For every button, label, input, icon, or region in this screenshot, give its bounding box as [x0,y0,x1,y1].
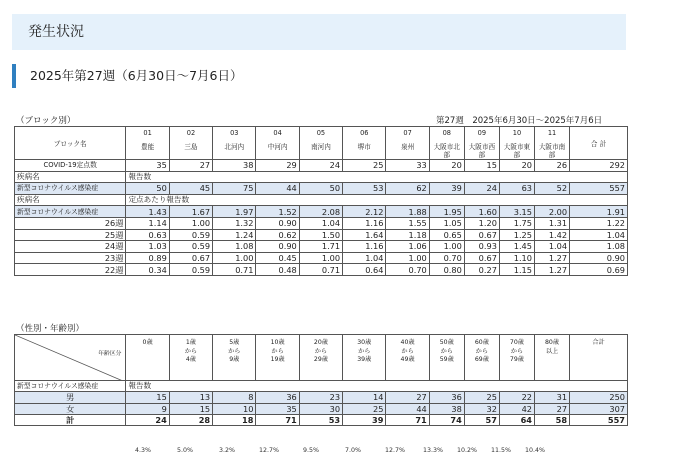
history-value: 1.50 [299,229,342,241]
age-column-header [299,335,342,381]
sentinel-value: 38 [213,160,256,172]
age-total-row [15,414,628,425]
age-value: 9 [126,403,169,414]
week-label: 25週 [15,229,126,241]
age-value: 15 [126,392,169,403]
per-sentinel-total: 1.91 [570,206,628,218]
section-title: 発生状況 [28,24,84,40]
report-count-value: 62 [386,183,429,195]
age-column-header [213,335,256,381]
age-value: 36 [429,392,464,403]
history-value: 1.31 [534,217,569,229]
age-label-line: から [510,347,524,355]
age-label-line [537,356,567,365]
history-row [15,252,628,264]
history-total: 1.04 [570,229,628,241]
age-category-label: 年齢区分 [98,351,122,357]
age-value: 30 [299,403,342,414]
report-count-value: 52 [534,183,569,195]
age-label-line: 40歳 [400,339,415,346]
report-count-value: 50 [126,183,169,195]
age-value: 64 [499,414,534,425]
report-count-header-row [15,171,628,183]
age-value: 39 [343,414,386,425]
block-column-header [213,127,256,160]
history-row [15,264,628,276]
age-value: 25 [464,392,499,403]
age-value: 22 [499,392,534,403]
history-value: 1.25 [499,229,534,241]
age-column-header [126,335,169,381]
age-column-header [386,335,429,381]
disease-label: 新型コロナウイルス感染症 [15,206,126,218]
per-sentinel-label: 定点あたり報告数 [126,194,628,206]
history-value: 1.16 [343,241,386,253]
age-label-line: から [401,347,414,355]
sentinel-label: COVID-19定点数 [15,160,126,172]
history-value: 0.80 [429,264,464,276]
sentinel-value: 15 [464,160,499,172]
history-row [15,241,628,253]
history-value: 1.45 [499,241,534,253]
history-value: 0.65 [429,229,464,241]
block-column-header [386,127,429,160]
history-value: 0.70 [386,264,429,276]
block-column-header [126,127,169,160]
age-value: 10 [213,403,256,414]
history-value: 1.04 [299,217,342,229]
age-column-header [169,335,212,381]
age-label-line: 49歳 [400,356,415,363]
age-label-line: 20歳 [313,339,328,346]
age-label-line: 69歳 [474,356,489,363]
history-value: 1.71 [299,241,342,253]
history-value: 0.90 [256,217,299,229]
age-column-header [499,335,534,381]
per-sentinel-header-row [15,194,628,206]
block-total-header: 合 計 [570,127,628,160]
report-count-value: 24 [464,183,499,195]
age-label-line: 0歳 [142,339,153,346]
history-value: 1.15 [499,264,534,276]
sex-label: 計 [15,414,126,425]
age-label-line: から [440,347,453,355]
history-value: 1.06 [386,241,429,253]
age-disease-label: 新型コロナウイルス感染症 [15,381,126,392]
history-value: 1.64 [343,229,386,241]
block-column-header [299,127,342,160]
age-percentage: 3.2% [219,447,235,454]
age-value: 74 [429,414,464,425]
age-value: 71 [256,414,299,425]
report-count-row [15,183,628,195]
block-code: 02 [186,129,196,137]
age-label-line: から [228,347,241,355]
age-label-line: 1歳 [185,339,196,346]
per-sentinel-value: 2.08 [299,206,342,218]
sentinel-value: 20 [499,160,534,172]
block-code: 09 [477,129,487,137]
block-table-period: 第27週 2025年6月30日～2025年7月6日 [436,116,603,126]
age-percentage: 13.3% [422,447,443,454]
block-code: 06 [360,129,369,137]
age-label-line: 39歳 [357,356,372,363]
age-sex-row [15,392,628,403]
age-percentage: 11.5% [490,447,511,454]
week-label: 24週 [15,241,126,253]
block-name: 南河内 [311,143,331,151]
block-name: 堺市 [357,143,371,151]
history-value: 0.59 [169,241,212,253]
sentinel-value: 27 [169,160,212,172]
per-sentinel-value: 1.67 [169,206,212,218]
disease-name-header: 疾病名 [15,171,126,183]
age-report-header-row [15,381,628,392]
age-label-line: 79歳 [509,356,524,363]
block-column-header [169,127,212,160]
history-value: 1.24 [213,229,256,241]
age-label-line: 50歳 [439,339,454,346]
block-name: 北河内 [224,143,245,151]
report-count-value: 50 [299,183,342,195]
week-label: 22週 [15,264,126,276]
age-label-line: から [475,347,489,355]
age-label-line [128,356,166,365]
block-column-header [499,127,534,160]
age-value: 32 [464,403,499,414]
age-table-caption: （性別・年齢別） [16,324,85,334]
block-column-header [534,127,569,160]
age-label-line: 以上 [545,347,559,355]
history-value: 1.03 [126,241,169,253]
sentinel-count-row [15,160,628,172]
block-column-header [429,127,464,160]
per-sentinel-value: 1.60 [464,206,499,218]
block-column-header [464,127,499,160]
per-sentinel-value: 1.95 [429,206,464,218]
history-value: 1.08 [213,241,256,253]
block-code: 08 [442,129,451,137]
history-value: 1.00 [299,252,342,264]
age-label-line: から [314,347,328,355]
history-value: 0.71 [213,264,256,276]
age-value: 28 [169,414,212,425]
history-value: 0.63 [126,229,169,241]
report-count-total: 557 [570,183,628,195]
history-value: 1.16 [343,217,386,229]
history-value: 0.45 [256,252,299,264]
block-code: 01 [143,129,152,137]
age-label-line: から [184,347,198,355]
block-code: 05 [316,129,326,137]
history-value: 0.93 [464,241,499,253]
age-percentage: 10.2% [456,447,477,454]
report-count-label: 報告数 [126,171,628,183]
block-name: 大阪市東部 [503,143,531,159]
disease-name-header: 疾病名 [15,194,126,206]
age-label-line: 5歳 [229,339,240,346]
age-value: 44 [386,403,429,414]
age-value: 42 [499,403,534,414]
week-title-text: 2025年第27週（6月30日～7月6日） [30,68,243,83]
history-value: 0.67 [169,252,212,264]
sentinel-value: 33 [386,160,429,172]
age-row-total: 250 [570,392,628,403]
week-label: 23週 [15,252,126,264]
report-count-value: 53 [343,183,386,195]
block-code: 10 [512,129,522,137]
per-sentinel-value: 2.12 [343,206,386,218]
section-header [12,14,626,50]
age-value: 31 [534,392,569,403]
age-label-line: 59歳 [439,356,454,363]
age-value: 23 [299,392,342,403]
history-value: 0.34 [126,264,169,276]
history-value: 1.00 [169,217,212,229]
age-table [14,334,628,426]
history-value: 0.27 [464,264,499,276]
week-title [12,64,612,88]
age-column-header [429,335,464,381]
per-sentinel-value: 3.15 [499,206,534,218]
per-sentinel-value: 2.00 [534,206,569,218]
per-sentinel-value: 1.43 [126,206,169,218]
age-column-header [534,335,569,381]
block-name: 豊能 [141,143,155,151]
age-sex-row [15,403,628,414]
age-label-line: 4歳 [185,356,196,363]
history-value: 1.00 [213,252,256,264]
age-percentage: 4.3% [135,447,151,454]
history-value: 0.59 [169,264,212,276]
per-sentinel-value: 1.88 [386,206,429,218]
week-label: 26週 [15,217,126,229]
per-sentinel-value: 1.97 [213,206,256,218]
age-value: 27 [386,392,429,403]
age-column-header [256,335,299,381]
block-table-caption: （ブロック別） [16,116,76,126]
block-code: 07 [403,129,412,137]
age-percentage: 12.7% [384,447,405,454]
age-label-line [128,348,166,357]
history-value: 1.00 [429,241,464,253]
age-value: 53 [299,414,342,425]
report-count-value: 63 [499,183,534,195]
age-label-line: 60歳 [474,339,489,346]
history-value: 1.55 [386,217,429,229]
age-value: 57 [464,414,499,425]
block-header-row [15,127,628,160]
age-percentage: 12.7% [258,447,279,454]
block-name: 大阪市南部 [538,143,566,159]
history-row [15,229,628,241]
history-value: 0.67 [464,229,499,241]
block-name: 泉州 [400,143,415,151]
block-code: 11 [547,129,557,137]
age-value: 58 [534,414,569,425]
age-label-line: 80歳 [544,339,560,346]
block-name: 三島 [184,143,198,151]
history-value: 0.62 [256,229,299,241]
history-row [15,217,628,229]
history-value: 1.75 [499,217,534,229]
sentinel-value: 20 [429,160,464,172]
history-value: 1.04 [343,252,386,264]
block-column-header [256,127,299,160]
age-row-total: 557 [570,414,628,425]
block-name: 中河内 [267,143,288,151]
age-percentage: 10.4% [524,447,545,454]
age-value: 15 [169,403,212,414]
history-value: 1.27 [534,252,569,264]
age-value: 35 [256,403,299,414]
age-percentage-row [14,447,628,457]
age-percentage: 7.0% [345,447,361,454]
sex-label: 女 [15,403,126,414]
history-value: 1.32 [213,217,256,229]
age-label-line: から [271,347,284,355]
history-value: 1.42 [534,229,569,241]
report-count-value: 45 [169,183,212,195]
age-corner-cell [15,335,126,381]
block-name: 大阪市西部 [468,143,496,159]
history-value: 1.05 [429,217,464,229]
history-total: 0.90 [570,252,628,264]
history-value: 1.04 [534,241,569,253]
history-total: 1.08 [570,241,628,253]
age-label-line: から [358,347,371,355]
age-header-row [15,335,628,381]
report-count-value: 44 [256,183,299,195]
sex-label: 男 [15,392,126,403]
sentinel-value: 26 [534,160,569,172]
history-value: 0.64 [343,264,386,276]
per-sentinel-value: 1.52 [256,206,299,218]
age-label-line: 29歳 [313,356,328,363]
age-label-line: 10歳 [270,339,285,346]
disease-label: 新型コロナウイルス感染症 [15,183,126,195]
history-value: 0.67 [464,252,499,264]
history-value: 1.00 [386,252,429,264]
age-percentage: 5.0% [177,447,193,454]
block-column-header [343,127,386,160]
block-code: 03 [230,129,239,137]
history-value: 0.70 [429,252,464,264]
age-row-total: 307 [570,403,628,414]
age-column-header [343,335,386,381]
history-total: 1.22 [570,217,628,229]
block-name: 大阪市北部 [433,143,460,159]
age-column-header [464,335,499,381]
sentinel-value: 24 [299,160,342,172]
block-code: 04 [273,129,282,137]
report-count-value: 39 [429,183,464,195]
age-value: 14 [343,392,386,403]
age-value: 8 [213,392,256,403]
age-value: 71 [386,414,429,425]
age-value: 18 [213,414,256,425]
history-value: 0.48 [256,264,299,276]
age-label-line: 9歳 [229,356,240,363]
age-label-line: 19歳 [270,356,285,363]
sentinel-value: 25 [343,160,386,172]
history-value: 1.20 [464,217,499,229]
history-value: 0.59 [169,229,212,241]
age-value: 13 [169,392,212,403]
history-value: 1.14 [126,217,169,229]
history-value: 0.89 [126,252,169,264]
age-value: 27 [534,403,569,414]
age-percentage: 9.5% [303,447,319,454]
block-table [14,126,628,276]
per-sentinel-row [15,206,628,218]
age-total-header: 合計 [570,335,628,381]
age-report-count-label: 報告数 [126,381,628,392]
history-value: 0.71 [299,264,342,276]
age-value: 36 [256,392,299,403]
history-total: 0.69 [570,264,628,276]
history-value: 1.10 [499,252,534,264]
age-value: 24 [126,414,169,425]
sentinel-value: 35 [126,160,169,172]
sentinel-total: 292 [570,160,628,172]
age-value: 38 [429,403,464,414]
age-label-line: 30歳 [357,339,372,346]
age-label-line: 70歳 [509,339,524,346]
age-value: 25 [343,403,386,414]
history-value: 1.27 [534,264,569,276]
report-count-value: 75 [213,183,256,195]
history-value: 0.90 [256,241,299,253]
history-value: 1.18 [386,229,429,241]
sentinel-value: 29 [256,160,299,172]
block-name-header: ブロック名 [15,127,126,160]
